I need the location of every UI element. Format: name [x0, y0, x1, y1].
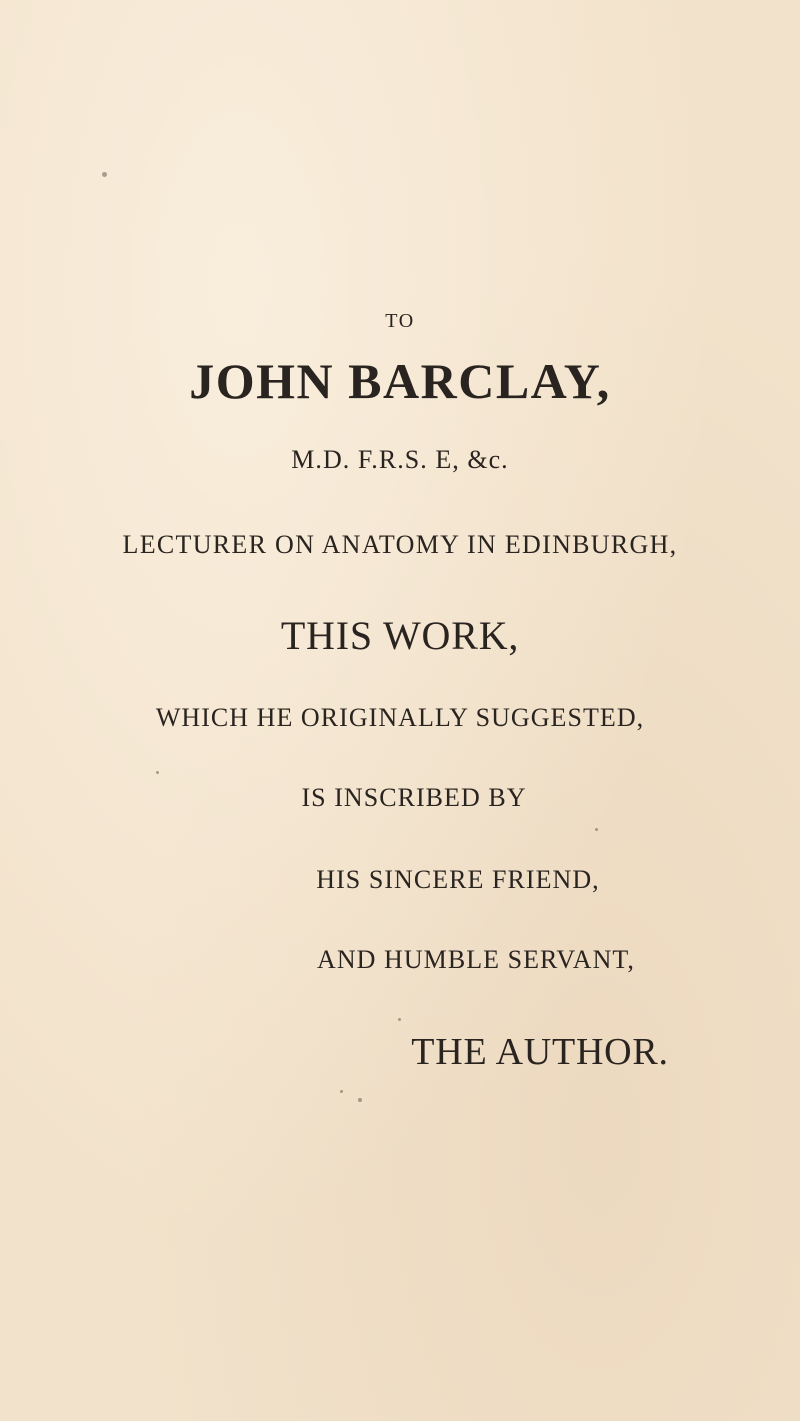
dedicatee-degrees: M.D. F.R.S. E, &c.: [291, 445, 509, 474]
friend-line: HIS SINCERE FRIEND,: [316, 865, 600, 894]
suggested-line: WHICH HE ORIGINALLY SUGGESTED,: [155, 703, 645, 732]
paper-speck: [340, 1090, 343, 1093]
this-work-line: THIS WORK,: [280, 613, 520, 658]
dedication-to: TO: [385, 310, 415, 332]
inscribed-line: IS INSCRIBED BY: [301, 783, 527, 812]
dedicatee-position: LECTURER ON ANATOMY IN EDINBURGH,: [122, 530, 678, 559]
paper-speck: [358, 1098, 362, 1102]
author-signature-line: THE AUTHOR.: [411, 1031, 669, 1073]
paper-speck: [595, 828, 598, 831]
paper-speck: [398, 1018, 401, 1021]
servant-line: AND HUMBLE SERVANT,: [317, 945, 635, 974]
dedicatee-name: JOHN BARCLAY,: [189, 353, 611, 409]
paper-speck: [156, 771, 159, 774]
paper-speck: [102, 172, 107, 177]
